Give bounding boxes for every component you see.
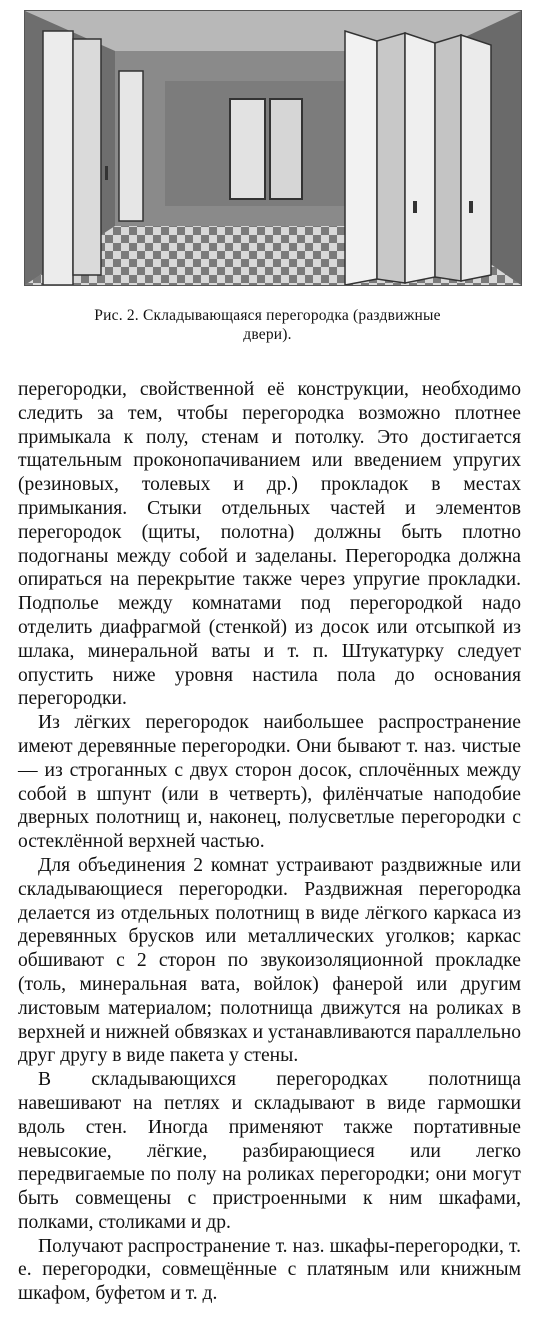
paragraph-5: Получают распространение т. наз. шкафы-перегородки, т. е. перегородки, совмещённые с платяным или книжным шкафом, буфетом и т. д. xyxy=(18,1235,521,1305)
paragraph-4: В складывающихся перегородках полотнища навешивают на петлях и складывают в виде гармошки вдоль стен. Иногда применяют также портативные невысокие, лёгкие, разбирающиеся или легко передвигаемые по полу на роликах перегородки; они могут быть совмещены с пристроенными к ним шкафами, полками, столиками и др. xyxy=(18,1069,521,1233)
folding-partition-drawing xyxy=(25,11,521,285)
right-folding-panel-1 xyxy=(345,31,377,285)
caption-line-1: Рис. 2. Складывающаяся перегородка (раздвижные xyxy=(94,307,441,324)
article-body xyxy=(18,378,521,1306)
paragraph-1: перегородки, свойственной её конструкции, необходимо следить за тем, чтобы перегородка возможно плотнее примыкала к полу, стенам и потолку. Это достигается тщательным проконопачиванием или введением упругих (резиновых, толевых и др.) прокладок в местах примыкания. Стыки отдельных частей и элементов перегородок (щиты, полотна) должны быть плотно подогнаны между собой и заделаны. Перегородка должна опираться на перекрытие также через упругие прокладки. Подполье между комнатами под перегородкой надо отделить диафрагмой (стенкой) из досок или отсыпкой из шлака, минеральной ваты и т. п. Штукатурку следует опустить ниже уровня настила пола до основания перегородки. xyxy=(18,379,521,710)
back-door xyxy=(270,99,302,199)
paragraph-3: Для объединения 2 комнат устраивают раздвижные или складывающиеся перегородки. Раздвижная перегородка делается из отдельных полотнищ в виде лёгкого каркаса из деревянных брусков или металлических уголков; каркас обшивают с 2 сторон по звукоизоляционной прокладке (толь, минеральная вата, войлок) фанерой или другим листовым материалом; полотнища движутся на роликах в верхней и нижней обвязках и устанавливаются параллельно друг другу в виде пакета у стены. xyxy=(18,854,521,1067)
left-folding-panel xyxy=(43,31,73,285)
left-door-panel xyxy=(119,71,143,221)
room-illustration xyxy=(24,10,522,286)
figure-caption xyxy=(20,306,515,344)
back-window xyxy=(230,99,265,199)
paragraph-2: Из лёгких перегородок наибольшее распространение имеют деревянные перегородки. Они бывают т. наз. чистые — из строганных с двух сторон досок, сплочённых между собой в шпунт (или в четверть), филёнчатые наподобие дверных полотнищ и, наконец, полусветлые перегородки с остеклённой верхней частью. xyxy=(18,712,521,853)
caption-line-2: двери). xyxy=(243,326,292,343)
